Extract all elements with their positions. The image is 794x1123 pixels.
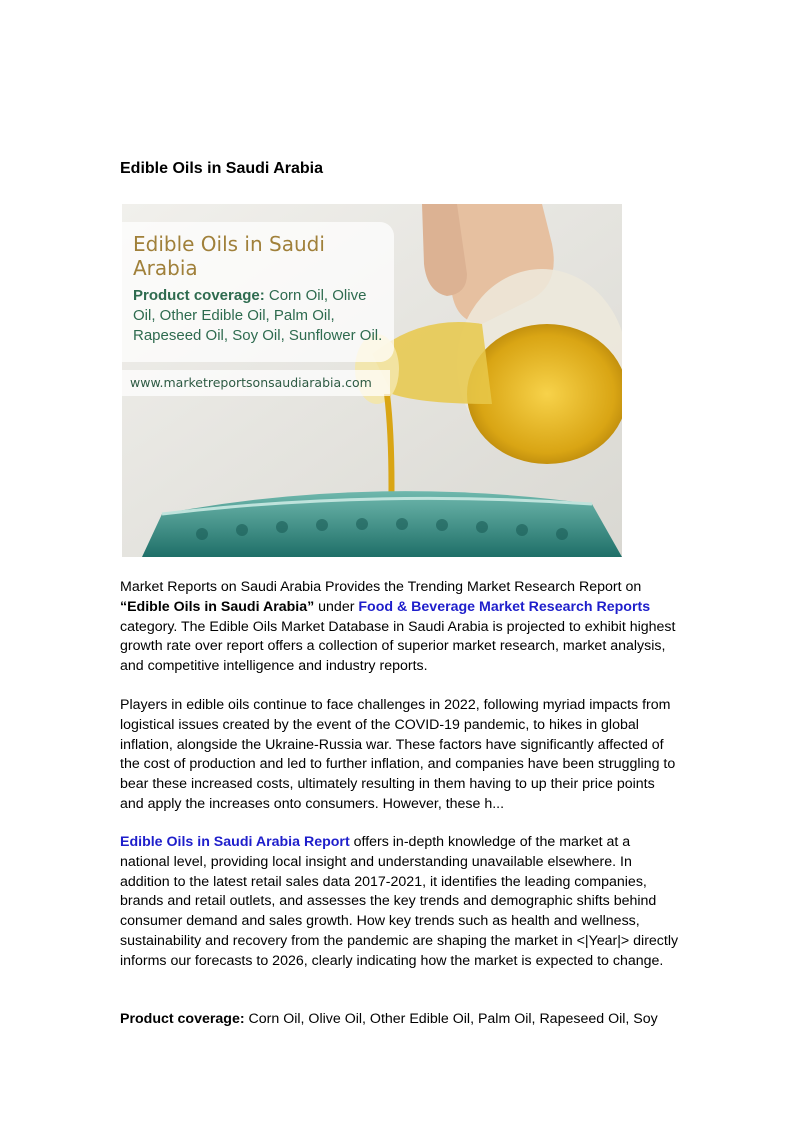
hero-url: www.marketreportsonsaudiarabia.com <box>122 370 390 396</box>
report-text: offers in-depth knowledge of the market at a national level, providing local insight and understanding unavailable elsewhere. In addition to the latest retail sales data 2017-2021, it identifies the leading companies, brands and retail outlets, and assesses the key trends and demographic shifts behind consumer demand and sales growth. How key trends such as health and wellness, sustainability and recovery from the pandemic are shaping the market in <|Year|> directly informs our forecasts to 2026, clearly indicating how the market is expected to change. <box>120 834 679 969</box>
under-text: under <box>314 598 359 615</box>
challenges-paragraph: Players in edible oils continue to face challenges in 2022, following myriad impacts from logistical issues created by the event of the COVID-19 pandemic, to hikes in global inflation, alongside the Ukraine-Russia war. These factors have significantly affected of the cost of production and led to further inflation, and companies have been struggling to bear these increased costs, ultimately resulting in them having to up their price points and apply the increases onto consumers. However, these h... <box>120 697 676 812</box>
report-name: “Edible Oils in Saudi Arabia” <box>120 598 315 615</box>
hero-coverage-label: Product coverage: <box>133 287 265 304</box>
report-link[interactable]: Edible Oils in Saudi Arabia Report <box>120 834 350 850</box>
hero-coverage <box>133 286 388 346</box>
coverage-paragraph <box>120 1010 680 1030</box>
coverage-label: Product coverage: <box>120 1011 245 1027</box>
hero-image <box>122 204 622 557</box>
hero-text-overlay <box>122 222 394 362</box>
intro-rest: category. The Edible Oils Market Database in Saudi Arabia is projected to exhibit highest growth rate over report offers a collection of superior market research, market analysis, and competitive intelligence and industry reports. <box>120 618 676 675</box>
category-link[interactable]: Food & Beverage Market Research Reports <box>358 598 651 615</box>
report-paragraph <box>120 833 680 972</box>
hero-title: Edible Oils in Saudi Arabia <box>133 232 325 280</box>
coverage-text: Corn Oil, Olive Oil, Other Edible Oil, Palm Oil, Rapeseed Oil, Soy <box>244 1011 658 1027</box>
hero-coverage-text: Corn Oil, Olive Oil, Other Edible Oil, Palm Oil, Rapeseed Oil, Soy Oil, Sunflower Oil. <box>133 287 383 344</box>
intro-paragraph <box>120 578 680 677</box>
page-title: Edible Oils in Saudi Arabia <box>120 160 324 177</box>
intro-text: Market Reports on Saudi Arabia Provides the Trending Market Research Report on <box>120 579 642 595</box>
